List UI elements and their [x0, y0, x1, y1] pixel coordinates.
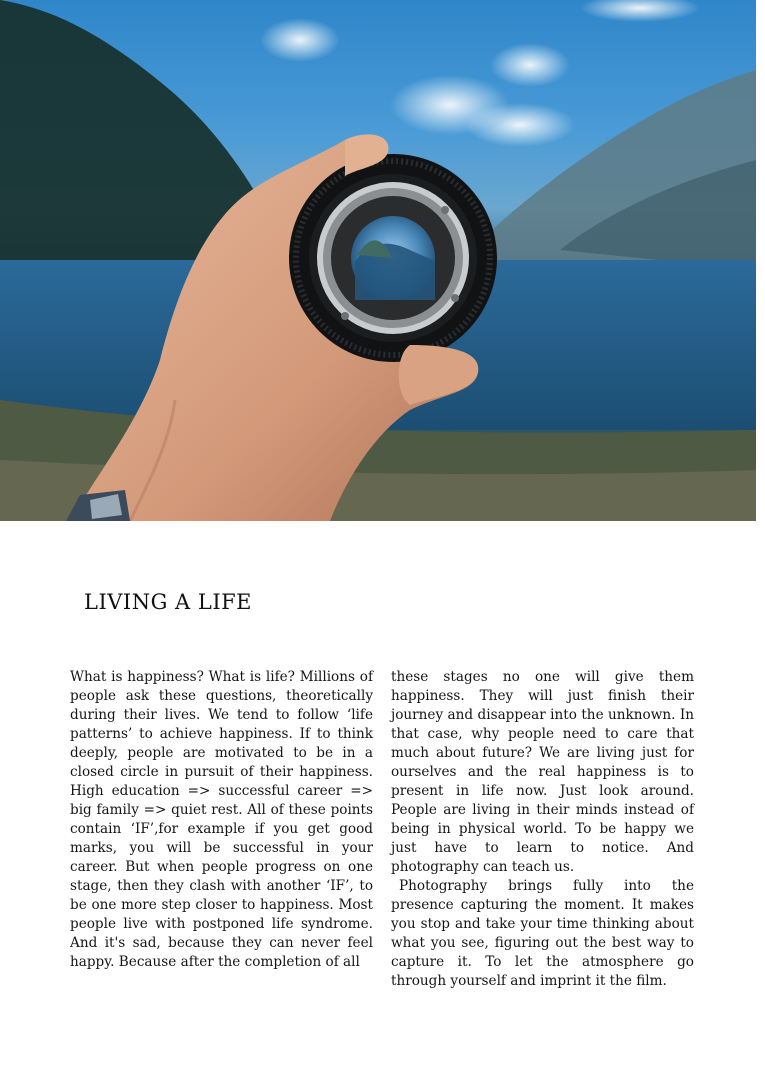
article-paragraph: Photography brings fully into the presence capturing the moment. It makes you stop and take your time thinking about what you see, figuring out the best way to capture it. To let the atmosphere go through yourself and imprint it the film. — [391, 878, 694, 989]
article-title: LIVING A LIFE — [84, 590, 253, 614]
article-paragraph: these stages no one will give them happiness. They will just finish their journey and disappear into the unknown. In that case, why people need to care that much about future? We are living just for ourselves and the real happiness is to present in life now. Just look around. People are living in their minds instead of being in physical world. To be happy we just have to learn to notice. And photography can teach us. — [391, 669, 694, 875]
article-column-right — [391, 668, 694, 991]
hand-holding-lens-illustration — [0, 0, 756, 521]
article-column-left — [70, 668, 373, 972]
article-paragraph: What is happiness? What is life? Millions of people ask these questions, theoretically during their lives. We tend to follow ‘life patterns’ to achieve happiness. If to think deeply, people are motivated to be in a closed circle in pursuit of their happiness. High education => successful career => big family => quiet rest. All of these points contain ‘IF’,for example if you get good marks, you will be successful in your career. But when people progress on one stage, then they clash with another ‘IF’, to be one more step closer to happiness. Most people live with postponed life syndrome. And it's sad, because they can never feel happy. Because after the completion of all — [70, 669, 373, 970]
hero-photo — [0, 0, 756, 521]
